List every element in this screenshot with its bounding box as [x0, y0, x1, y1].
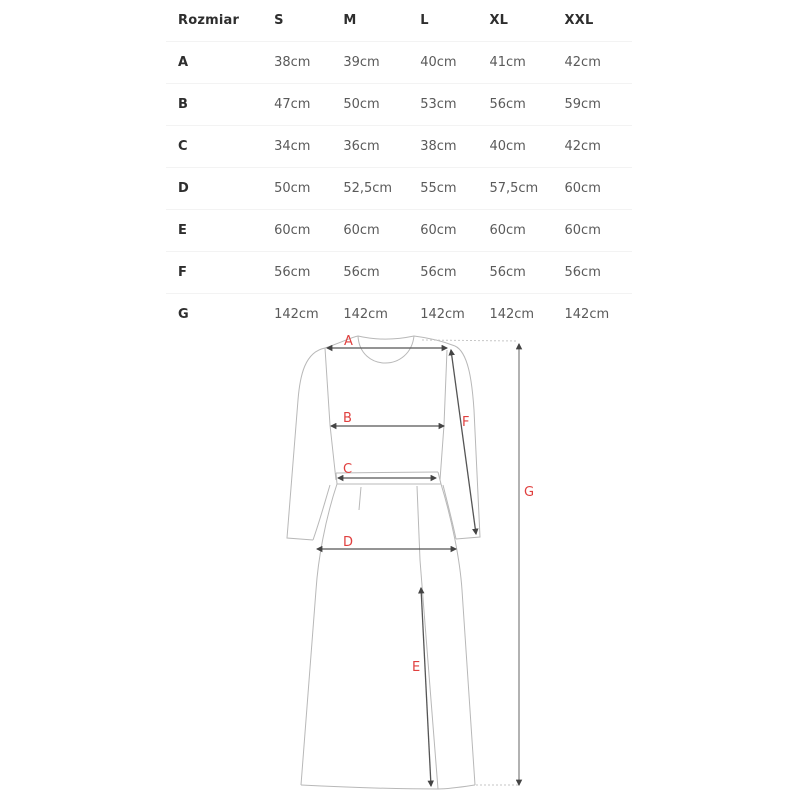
cell: 55cm [420, 168, 489, 210]
header-rozmiar: Rozmiar [166, 0, 274, 42]
cell: 34cm [274, 126, 343, 168]
table-row [166, 42, 632, 84]
cell: 40cm [420, 42, 489, 84]
cell: 60cm [274, 210, 343, 252]
row-label: C [166, 126, 274, 168]
cell: 142cm [564, 307, 610, 322]
label-d: D [343, 535, 354, 550]
table-row [166, 252, 632, 294]
header-size-m: M [343, 0, 420, 42]
cell: 40cm [489, 126, 564, 168]
cell: 53cm [420, 84, 489, 126]
row-label: G [178, 307, 189, 322]
table-row [166, 84, 632, 126]
table-row [166, 168, 632, 210]
arrow-f [451, 350, 476, 534]
label-g: G [524, 485, 535, 500]
header-size-s: S [274, 0, 343, 42]
table-row [166, 210, 632, 252]
label-e: E [412, 660, 421, 675]
table-row [166, 126, 632, 168]
cell: 60cm [420, 210, 489, 252]
row-label: E [166, 210, 274, 252]
header-size-l: L [420, 0, 489, 42]
cell: 56cm [343, 252, 420, 294]
cell: 39cm [343, 42, 420, 84]
label-a: A [344, 334, 353, 349]
table-row [166, 294, 632, 336]
dress-outline [287, 336, 480, 789]
arrow-e [421, 588, 431, 786]
cell: 142cm [274, 307, 319, 322]
cell: 56cm [489, 84, 564, 126]
cell: 60cm [489, 210, 564, 252]
label-f: F [462, 415, 470, 430]
cell: 56cm [565, 252, 632, 294]
label-b: B [343, 411, 352, 426]
cell: 41cm [489, 42, 564, 84]
measurement-arrows [317, 344, 519, 786]
cell: 56cm [489, 252, 564, 294]
cell: 42cm [565, 126, 632, 168]
row-label: A [166, 42, 274, 84]
label-c: C [343, 462, 353, 477]
header-size-xl: XL [489, 0, 564, 42]
cell: 38cm [420, 126, 489, 168]
cell: 142cm [420, 307, 465, 322]
cell: 57,5cm [489, 168, 564, 210]
header-size-xxl: XXL [565, 0, 632, 42]
cell: 56cm [274, 252, 343, 294]
g-guides [422, 340, 518, 785]
table-header-row [166, 0, 632, 42]
cell: 59cm [565, 84, 632, 126]
cell: 38cm [274, 42, 343, 84]
cell: 60cm [343, 210, 420, 252]
size-chart-table [166, 0, 632, 335]
cell: 42cm [565, 42, 632, 84]
cell: 56cm [420, 252, 489, 294]
row-label: D [166, 168, 274, 210]
cell: 50cm [274, 168, 343, 210]
cell: 47cm [274, 84, 343, 126]
cell: 50cm [343, 84, 420, 126]
cell: 60cm [565, 210, 632, 252]
row-label: B [166, 84, 274, 126]
cell: 60cm [565, 168, 632, 210]
row-label: F [166, 252, 274, 294]
cell: 142cm [343, 307, 388, 322]
cell: 52,5cm [343, 168, 420, 210]
cell: 36cm [343, 126, 420, 168]
cell: 142cm [489, 307, 535, 322]
